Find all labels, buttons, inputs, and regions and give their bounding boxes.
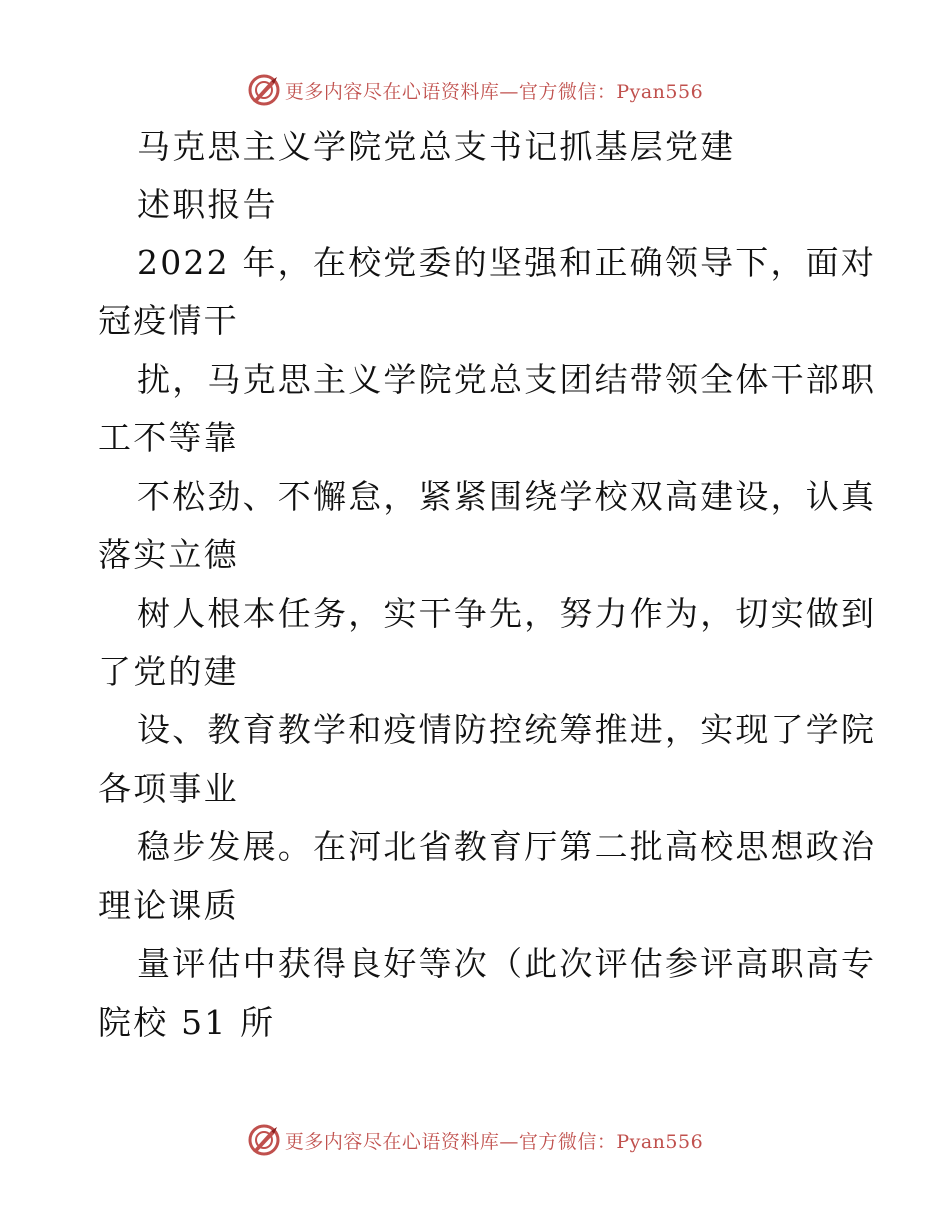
paragraph-line: 设、教育教学和疫情防控统筹推进，实现了学院 xyxy=(137,710,877,749)
header-watermark xyxy=(0,70,950,110)
paragraph-line: 院校 51 所 xyxy=(98,1003,276,1042)
title-line-1: 马克思主义学院党总支书记抓基层党建 xyxy=(137,127,736,166)
paragraph-line: 落实立德 xyxy=(98,535,239,574)
paragraph-line: 工不等靠 xyxy=(98,418,239,457)
paragraph-line: 了党的建 xyxy=(98,652,239,691)
paragraph-line: 各项事业 xyxy=(98,769,239,808)
title-line-2: 述职报告 xyxy=(137,185,278,224)
paragraph-line: 不松劲、不懈怠，紧紧围绕学校双高建设，认真 xyxy=(137,477,877,516)
watermark-text: 更多内容尽在心语资料库—官方微信：Pyan556 xyxy=(284,1130,704,1153)
logo-icon xyxy=(247,1123,281,1157)
paragraph-line: 稳步发展。在河北省教育厅第二批高校思想政治 xyxy=(137,827,877,866)
paragraph-line: 树人根本任务，实干争先，努力作为，切实做到 xyxy=(137,594,877,633)
footer-watermark xyxy=(0,1120,950,1160)
paragraph-line: 冠疫情干 xyxy=(98,301,239,340)
paragraph-line: 扰，马克思主义学院党总支团结带领全体干部职 xyxy=(137,360,877,399)
logo-icon xyxy=(247,73,281,107)
paragraph-line: 量评估中获得良好等次（此次评估参评高职高专 xyxy=(137,944,877,983)
paragraph-line: 理论课质 xyxy=(98,886,239,925)
watermark-text: 更多内容尽在心语资料库—官方微信：Pyan556 xyxy=(284,80,704,103)
paragraph-line: 2022 年，在校党委的坚强和正确领导下，面对 xyxy=(137,243,877,282)
